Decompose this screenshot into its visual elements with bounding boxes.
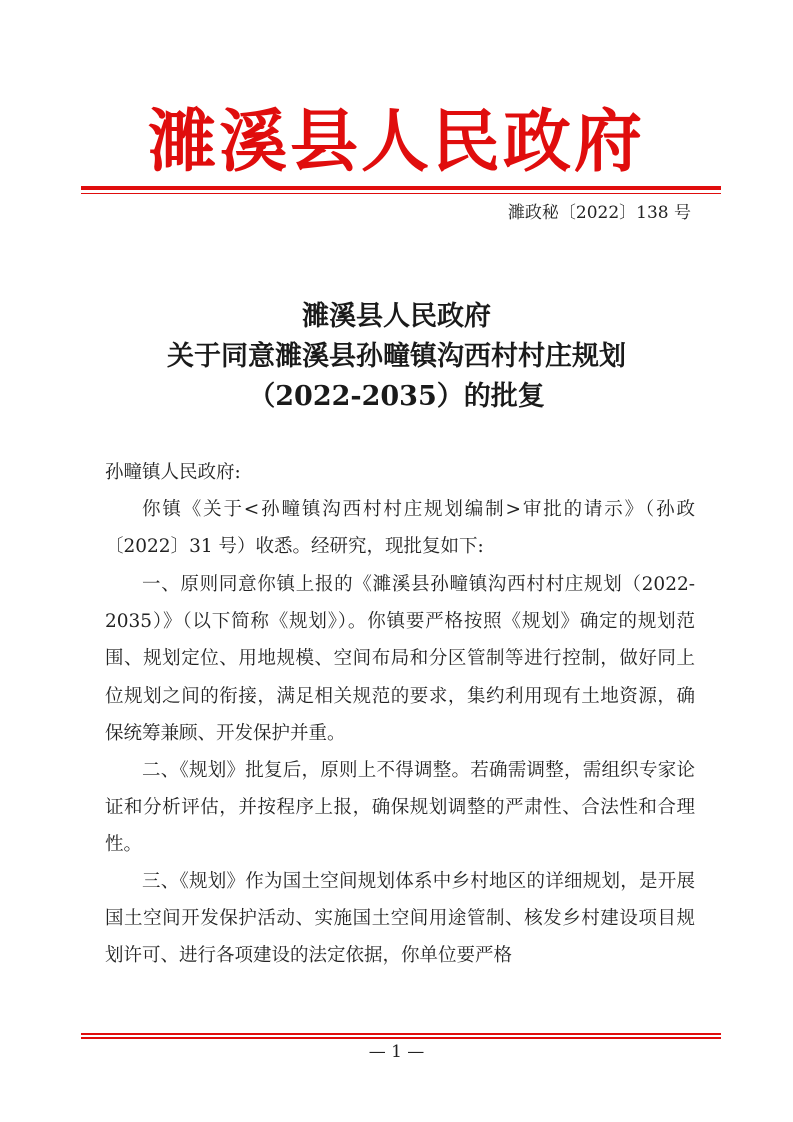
masthead-red-rule-thin (81, 193, 721, 194)
salutation: 孙疃镇人民政府: (105, 462, 241, 483)
body-paragraph-4: 三、《规划》作为国土空间规划体系中乡村地区的详细规划，是开展国土空间开发保护活动、实施国土空间用途管制、核发乡村建设项目规划许可、进行各项建设的法定依据，你单位要严格 (105, 871, 695, 967)
masthead-red-rule-thick (81, 186, 721, 190)
footer-red-rule-top (81, 1033, 721, 1035)
body-paragraph-1: 你镇《关于<孙疃镇沟西村村庄规划编制>审批的请示》（孙政〔2022〕31 号）收悉。经研究，现批复如下: (105, 499, 695, 558)
page-number: — 1 — (368, 1042, 425, 1062)
title-line-1: 濉溪县人民政府 (302, 301, 491, 332)
body-paragraph-2: 一、原则同意你镇上报的《濉溪县孙疃镇沟西村村庄规划（2022-2035）》（以下简称《规划》）。你镇要严格按照《规划》确定的规划范围、规划定位、用地规模、空间布局和分区管制等进行控制，做好同上位规划之间的衔接，满足相关规范的要求，集约利用现有土地资源，确保统筹兼顾、开发保护并重。 (105, 574, 695, 744)
masthead-title: 濉溪县人民政府 (147, 102, 645, 182)
title-line-3: （2022-2035）的批复 (248, 381, 545, 412)
document-number: 濉政秘〔2022〕138 号 (507, 203, 691, 223)
body-paragraph-3: 二、《规划》批复后，原则上不得调整。若确需调整，需组织专家论证和分析评估，并按程序上报，确保规划调整的严肃性、合法性和合理性。 (105, 760, 695, 856)
title-line-2: 关于同意濉溪县孙疃镇沟西村村庄规划 (167, 341, 626, 372)
footer-red-rule-bottom (81, 1037, 721, 1039)
